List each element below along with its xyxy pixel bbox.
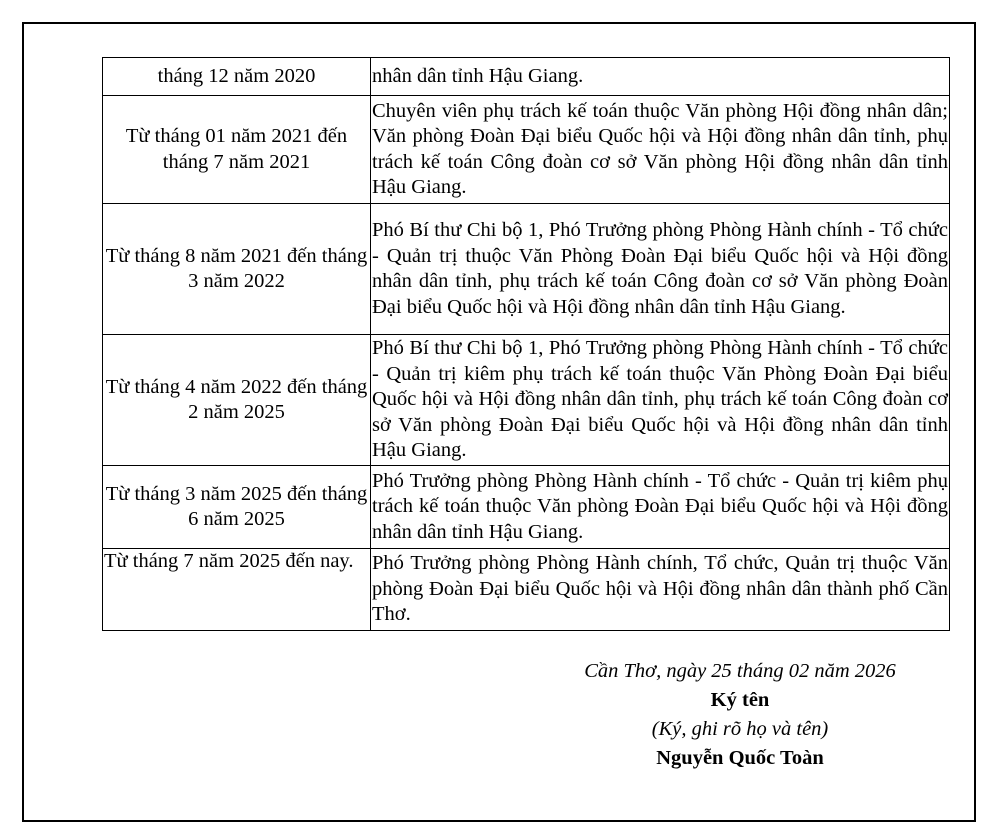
role-cell: Phó Trưởng phòng Phòng Hành chính - Tổ chức - Quản trị kiêm phụ trách kế toán thuộc Văn phòng Đoàn Đại biểu Quốc hội và Hội đồng nhân dân tỉnh Hậu Giang. <box>371 466 950 549</box>
role-cell: Chuyên viên phụ trách kế toán thuộc Văn phòng Hội đồng nhân dân; Văn phòng Đoàn Đại biểu Quốc hội và Hội đồng nhân dân tỉnh, phụ trách kế toán Công đoàn cơ sở Văn phòng Hội đồng nhân dân tỉnh Hậu Giang. <box>371 96 950 204</box>
period-cell: Từ tháng 01 năm 2021 đến tháng 7 năm 2021 <box>103 96 371 204</box>
signature-block <box>560 657 920 773</box>
role-cell: nhân dân tỉnh Hậu Giang. <box>371 58 950 96</box>
role-cell: Phó Trưởng phòng Phòng Hành chính, Tổ chức, Quản trị thuộc Văn phòng Đoàn Đại biểu Quốc hội và Hội đồng nhân dân thành phố Cần Thơ. <box>371 549 950 631</box>
period-cell: Từ tháng 3 năm 2025 đến tháng 6 năm 2025 <box>103 466 371 549</box>
signature-date: Cần Thơ, ngày 25 tháng 02 năm 2026 <box>584 660 896 682</box>
role-cell: Phó Bí thư Chi bộ 1, Phó Trưởng phòng Phòng Hành chính - Tổ chức - Quản trị thuộc Văn Phòng Đoàn Đại biểu Quốc hội và Hội đồng nhân dân tỉnh, phụ trách kế toán Công đoàn cơ sở Văn phòng Đoàn Đại biểu Quốc hội và Hội đồng nhân dân tỉnh Hậu Giang. <box>371 204 950 335</box>
period-cell: Từ tháng 7 năm 2025 đến nay. <box>103 549 371 631</box>
table-row <box>103 466 950 549</box>
signature-note: (Ký, ghi rõ họ và tên) <box>651 718 829 740</box>
role-cell: Phó Bí thư Chi bộ 1, Phó Trưởng phòng Phòng Hành chính - Tổ chức - Quản trị kiêm phụ trách kế toán thuộc Văn Phòng Đoàn Đại biểu Quốc hội và Hội đồng nhân dân tỉnh, phụ trách kế toán Công đoàn cơ sở Văn phòng Đoàn Đại biểu Quốc hội và Hội đồng nhân dân tỉnh Hậu Giang. <box>371 335 950 466</box>
table-row <box>103 96 950 204</box>
table-row <box>103 58 950 96</box>
period-cell: tháng 12 năm 2020 <box>103 58 371 96</box>
period-cell: Từ tháng 8 năm 2021 đến tháng 3 năm 2022 <box>103 204 371 335</box>
table-row <box>103 335 950 466</box>
table-row <box>103 549 950 631</box>
table-row <box>103 204 950 335</box>
career-history-table <box>102 57 950 631</box>
signer-name: Nguyễn Quốc Toàn <box>656 747 824 769</box>
period-cell: Từ tháng 4 năm 2022 đến tháng 2 năm 2025 <box>103 335 371 466</box>
signature-title: Ký tên <box>710 689 770 711</box>
